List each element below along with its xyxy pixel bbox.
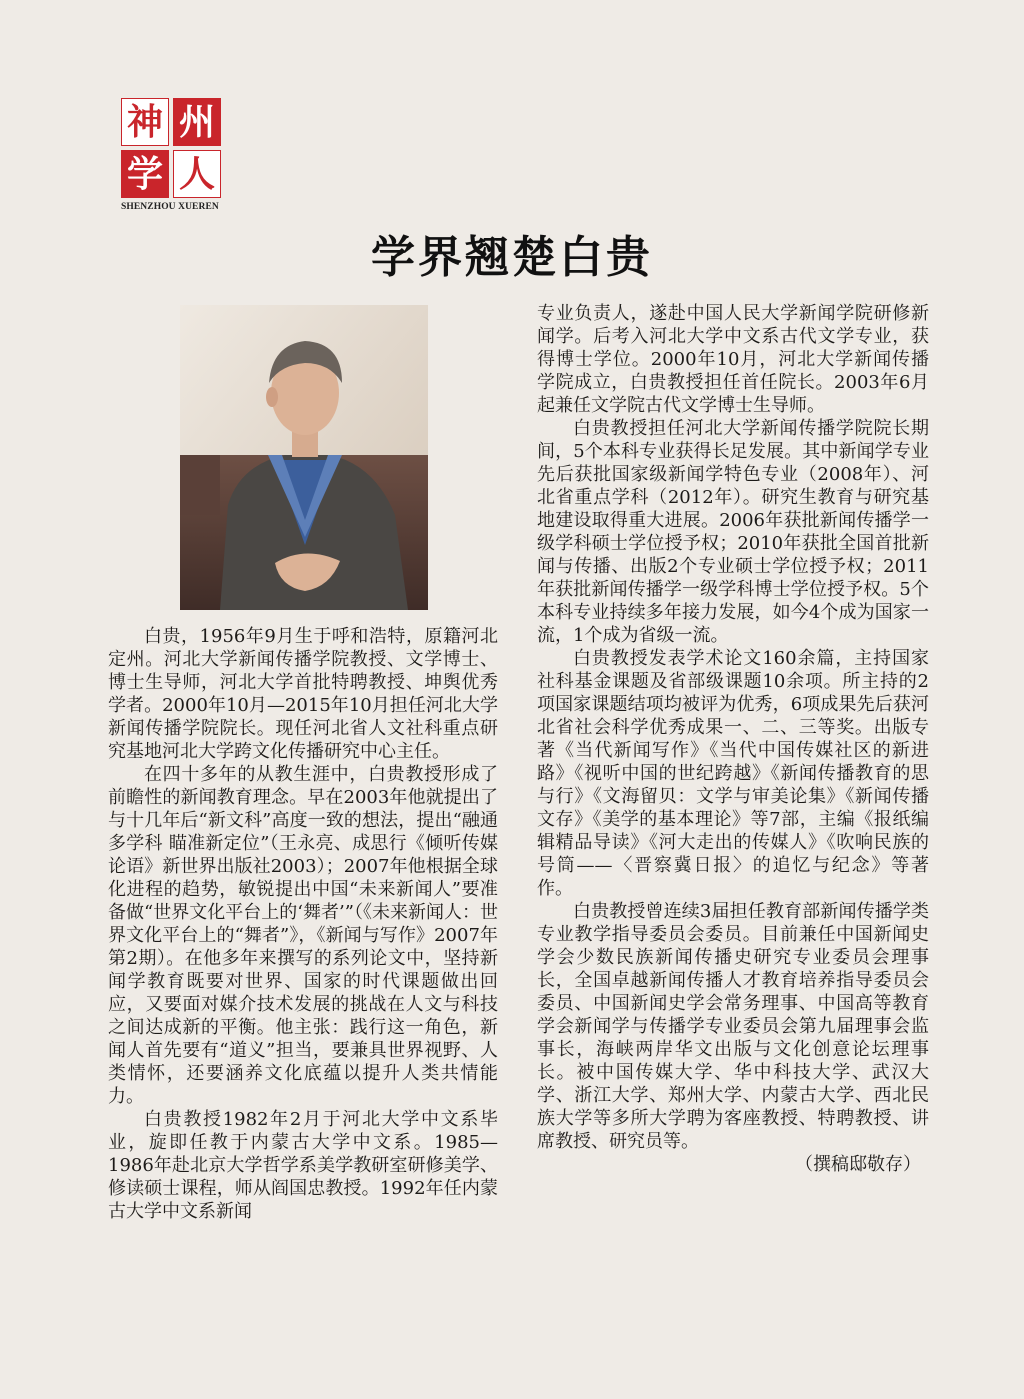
logo-char-zhou: 州 <box>173 98 221 146</box>
paragraph-5: 白贵教授发表学术论文160余篇，主持国家社科基金课题及省部级课题10余项。所主持的2项国家课题结项均被评为优秀，6项成果先后获河北省社会科学优秀成果一、二、三等奖。出版专著《当代新闻写作》《当代中国传媒社区的新进路》《视听中国的世纪跨越》《新闻传播教育的思与行》《文海留贝：文学与审美论集》《新闻传播文存》《美学的基本理论》等7部，主编《报纸编辑精品导读》《河大走出的传媒人》《吹响民族的号筒——〈晋察冀日报〉的追忆与纪念》等著作。 <box>537 648 929 899</box>
logo-char-ren: 人 <box>173 150 221 198</box>
paragraph-4: 白贵教授担任河北大学新闻传播学院院长期间，5个本科专业获得长足发展。其中新闻学专业先后获批国家级新闻学特色专业（2008年）、河北省重点学科（2012年）。研究生教育与研究基地建设取得重大进展。2006年获批新闻传播学一级学科硕士学位授予权；2010年获批全国首批新闻与传播、出版2个专业硕士学位授予权；2011年获批新闻传播学一级学科博士学位授予权。5个本科专业持续多年接力发展，如今4个成为国家一流，1个成为省级一流。 <box>537 418 929 646</box>
paragraph-1: 白贵，1956年9月生于呼和浩特，原籍河北定州。河北大学新闻传播学院教授、文学博士、博士生导师，河北大学首批特聘教授、坤舆优秀学者。2000年10月—2015年10月担任河北大学新闻传播学院院长。现任河北省人文社科重点研究基地河北大学跨文化传播研究中心主任。 <box>108 626 498 762</box>
logo-char-shen: 神 <box>121 98 169 146</box>
portrait-photo <box>180 305 428 610</box>
paragraph-6: 白贵教授曾连续3届担任教育部新闻传播学类专业教学指导委员会委员。目前兼任中国新闻史学会少数民族新闻传播史研究专业委员会理事长，全国卓越新闻传播人才教育培养指导委员会委员、中国新闻史学会常务理事、中国高等教育学会新闻学与传播学专业委员会第九届理事会监事长，海峡两岸华文出版与文化创意论坛理事长。被中国传媒大学、华中科技大学、武汉大学、浙江大学、郑州大学、内蒙古大学、西北民族大学等多所大学聘为客座教授、特聘教授、讲席教授、研究员等。 <box>537 901 929 1152</box>
logo-pinyin: SHENZHOU XUEREN <box>121 202 219 212</box>
article-column-left <box>108 625 498 1223</box>
paragraph-3: 白贵教授1982年2月于河北大学中文系毕业，旋即任教于内蒙古大学中文系。1985—1986年赴北京大学哲学系美学教研室研修美学、修读硕士课程，师从阎国忠教授。1992年任内蒙古大学中文系新闻 <box>108 1109 498 1222</box>
logo-char-xue: 学 <box>121 150 169 198</box>
portrait-illustration <box>180 305 428 610</box>
column-logo <box>121 98 221 212</box>
article-column-right <box>537 302 929 1176</box>
paragraph-3-continued: 专业负责人，遂赴中国人民大学新闻学院研修新闻学。后考入河北大学中文系古代文学专业，获得博士学位。2000年10月，河北大学新闻传播学院成立，白贵教授担任首任院长。2003年6月起兼任文学院古代文学博士生导师。 <box>537 303 929 416</box>
article-title: 学界翘楚白贵 <box>371 232 653 284</box>
author-signature: （撰稿邸敬存） <box>795 1154 921 1175</box>
paragraph-2: 在四十多年的从教生涯中，白贵教授形成了前瞻性的新闻教育理念。早在2003年他就提出了与十几年后“新文科”高度一致的想法，提出“融通多学科 瞄准新定位”（王永亮、成思行《倾听传媒论语》新世界出版社2003）；2007年他根据全球化进程的趋势，敏锐提出中国“未来新闻人”要准备做“世界文化平台上的‘舞者’”（《未来新闻人：世界文化平台上的“舞者”》，《新闻与写作》2007年第2期）。在他多年来撰写的系列论文中，坚持新闻学教育既要对世界、国家的时代课题做出回应，又要面对媒介技术发展的挑战在人文与科技之间达成新的平衡。他主张：践行这一角色，新闻人首先要有“道义”担当，要兼具世界视野、人类情怀，还要涵养文化底蕴以提升人类共情能力。 <box>108 764 498 1107</box>
